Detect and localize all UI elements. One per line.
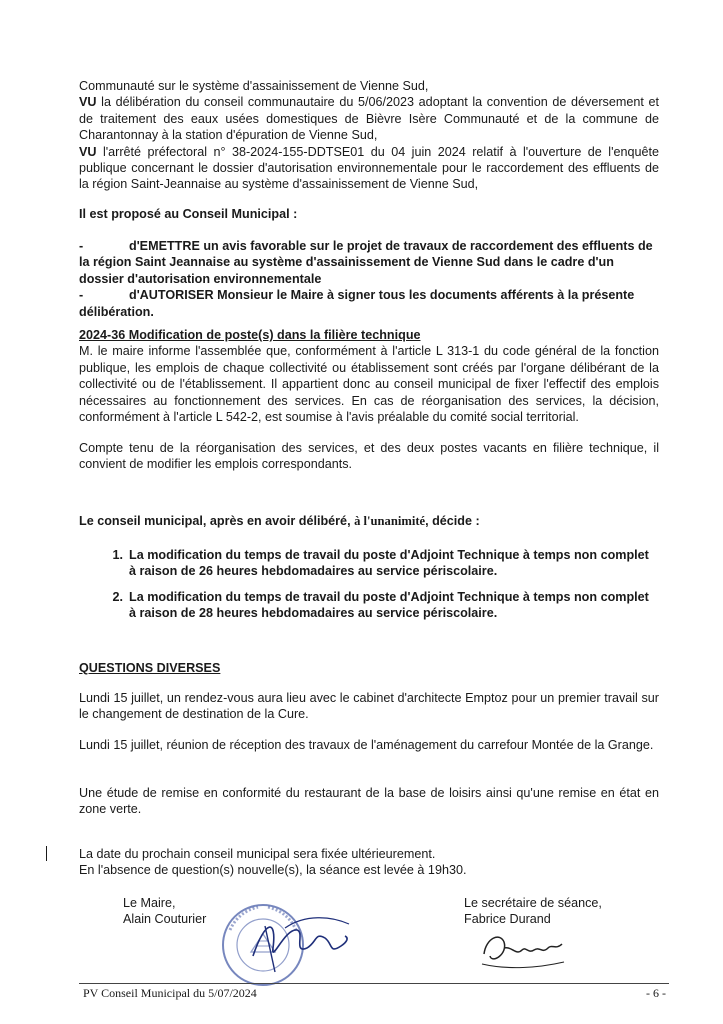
proposal-item xyxy=(79,238,659,287)
proposal-item xyxy=(79,287,659,320)
questions-paragraph: Lundi 15 juillet, un rendez-vous aura lieu avec le cabinet d'architecte Emptoz pour un premier travail sur le changement de destination de la Cure. xyxy=(79,691,659,722)
proposal-list xyxy=(79,238,659,320)
decision-text: La modification du temps de travail du poste d'Adjoint Technique à temps non complet à raison de 26 heures hebdomadaires au service périscolaire. xyxy=(129,548,649,579)
section-paragraph-2 xyxy=(79,440,659,473)
proposal-item-text: d'EMETTRE un avis favorable sur le projet de travaux de raccordement des effluents de la région Saint Jeannaise au système d'assainissement de Vienne Sud dans le cadre d'un dossier d'autorisation environnementale xyxy=(79,239,653,286)
closing-line: En l'absence de question(s) nouvelle(s), la séance est levée à 19h30. xyxy=(79,863,467,878)
footer-title: PV Conseil Municipal du 5/07/2024 xyxy=(83,986,257,1000)
decision-line xyxy=(79,513,659,529)
intro-section xyxy=(79,78,659,193)
signatory-role: Le secrétaire de séance, xyxy=(464,896,602,910)
proposal-item-text: d'AUTORISER Monsieur le Maire à signer tous les documents afférents à la présente délibération. xyxy=(79,288,635,319)
signatory-name: Fabrice Durand xyxy=(464,912,551,927)
intro-line: Communauté sur le système d'assainissement de Vienne Sud, xyxy=(79,79,429,93)
questions-p1 xyxy=(79,690,659,723)
closing-section xyxy=(79,846,659,879)
questions-p2 xyxy=(79,737,659,753)
questions-title-block xyxy=(79,660,659,676)
decision-item xyxy=(79,589,659,622)
decision-text: Le conseil municipal, après en avoir délibéré, xyxy=(79,514,355,528)
section-paragraph: M. le maire informe l'assemblée que, conformément à l'article L 313-1 du code général de la fonction publique, les emplois de chaque collectivité ou établissement sont créés par l'organe délibérant de la collectivité ou de l'établissement. Il appartient donc au conseil municipal de fixer l'effectif des emplois nécessaires au fonctionnement des services. En cas de réorganisation des services, la décision, conformément à l'article L 542-2, est soumise à l'avis préalable du comité social territorial. xyxy=(79,344,659,425)
questions-p3 xyxy=(79,785,659,818)
decision-statement xyxy=(79,513,659,529)
bullet: - xyxy=(79,239,84,253)
page-number: - 6 - xyxy=(646,986,666,1000)
vu-paragraph-2 xyxy=(79,144,659,193)
vu-label: VU xyxy=(79,144,97,159)
section-title: 2024-36 Modification de poste(s) dans la filière technique xyxy=(79,328,421,342)
decision-number: 1. xyxy=(112,548,123,562)
vu-text: la délibération du conseil communautaire du 5/06/2023 adoptant la convention de déversement et de traitement des eaux usées domestiques de Bièvre Isère Communauté et de la commune de Charantonnay à la station d'épuration de Vienne Sud, xyxy=(79,95,659,143)
decision-text: , décide : xyxy=(425,514,480,528)
decision-list-2 xyxy=(79,589,659,622)
questions-title: QUESTIONS DIVERSES xyxy=(79,661,221,675)
bullet: - xyxy=(79,288,84,303)
decision-unanimity: à l'unanimité xyxy=(354,514,426,528)
questions-paragraph: Une étude de remise en conformité du restaurant de la base de loisirs ainsi qu'une remise en état en zone verte. xyxy=(79,786,659,817)
footer-divider xyxy=(79,983,669,984)
mayor-signature-icon xyxy=(245,908,355,978)
questions-paragraph: Lundi 15 juillet, réunion de réception des travaux de l'aménagement du carrefour Montée de la Grange. xyxy=(79,738,654,752)
decision-list xyxy=(79,547,659,580)
decision-text: La modification du temps de travail du poste d'Adjoint Technique à temps non complet à raison de 28 heures hebdomadaires au service périscolaire. xyxy=(129,590,649,621)
closing-line: La date du prochain conseil municipal sera fixée ultérieurement. xyxy=(79,847,436,861)
secretary-signature-block xyxy=(464,895,664,928)
decision-item xyxy=(79,547,659,580)
proposal-section xyxy=(79,206,659,222)
section-paragraph: Compte tenu de la réorganisation des services, et des deux postes vacants en filière technique, il convient de modifier les emplois correspondants. xyxy=(79,441,659,472)
vu-text: l'arrêté préfectoral n° 38-2024-155-DDTSE01 du 04 juin 2024 relatif à l'ouverture de l'enquête publique concernant le dossier d'autorisation environnementale pour le raccordement des effluents de la région Saint-Jeannaise au système d'assainissement de Vienne Sud, xyxy=(79,144,659,192)
proposal-heading: Il est proposé au Conseil Municipal : xyxy=(79,207,298,221)
margin-mark xyxy=(46,846,47,861)
secretary-signature-icon xyxy=(478,928,568,973)
section-2024-36 xyxy=(79,327,659,425)
signatory-role: Le Maire, xyxy=(123,896,176,910)
vu-paragraph-1 xyxy=(79,94,659,143)
decision-number: 2. xyxy=(112,590,123,604)
signatory-name: Alain Couturier xyxy=(123,912,207,927)
vu-label: VU xyxy=(79,95,97,110)
